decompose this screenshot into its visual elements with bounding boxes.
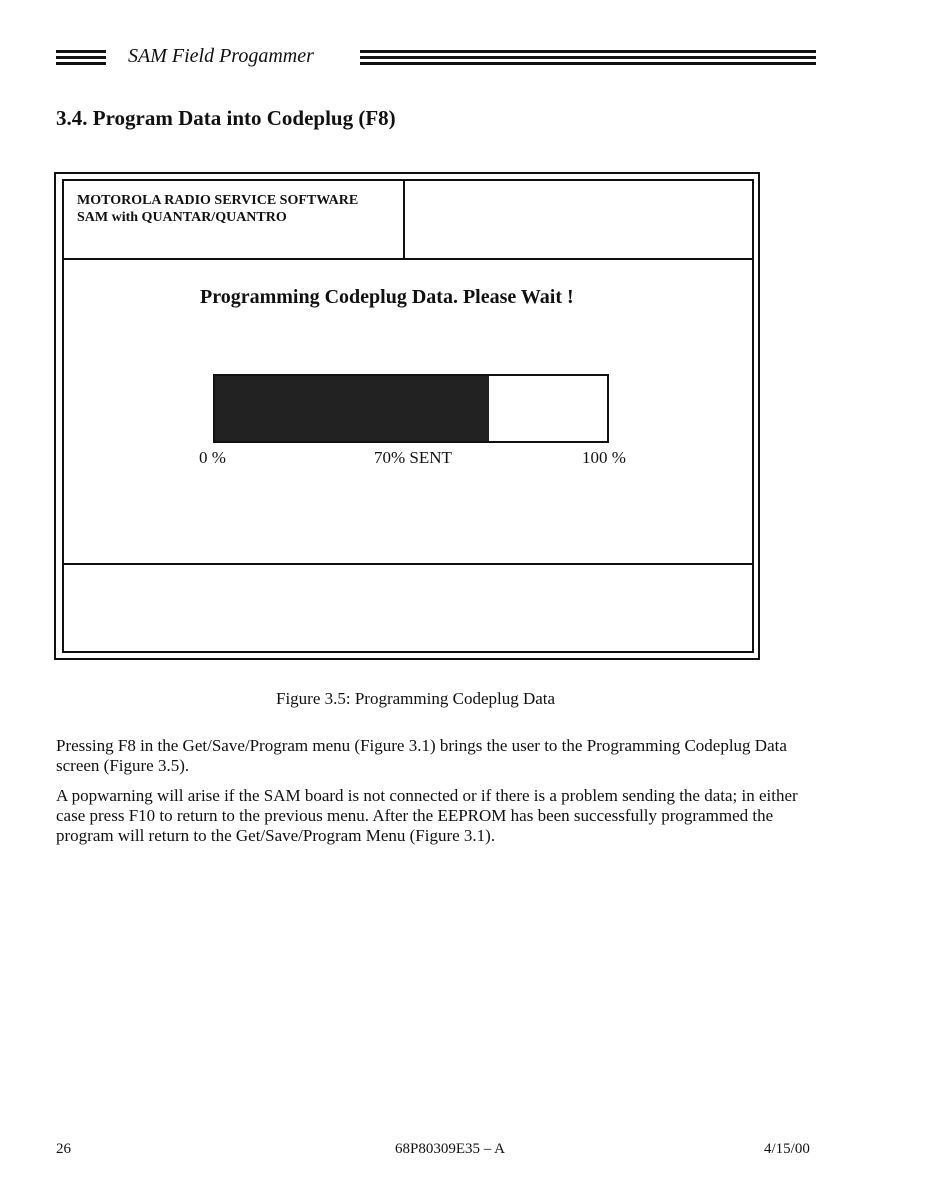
app-title-line1: MOTOROLA RADIO SERVICE SOFTWARE (77, 193, 359, 208)
programming-message: Programming Codeplug Data. Please Wait ! (200, 286, 574, 308)
progress-label-sent: 70% SENT (374, 448, 452, 467)
status-divider (64, 563, 752, 565)
app-title-line2: SAM with QUANTAR/QUANTRO (77, 210, 287, 225)
progress-bar (213, 374, 609, 443)
header-rule-right (360, 50, 816, 68)
section-heading: 3.4. Program Data into Codeplug (F8) (56, 106, 396, 130)
document-date: 4/15/00 (764, 1141, 810, 1157)
progress-label-start: 0 % (199, 448, 226, 467)
header-divider-vertical (403, 181, 405, 259)
progress-bar-fill (215, 376, 489, 441)
header-divider (64, 258, 752, 260)
running-title: SAM Field Progammer (128, 45, 314, 67)
body-paragraph-2: A popwarning will arise if the SAM board is not connected or if there is a problem sending the data; in either case press F10 to return to the previous menu. After the EEPROM has been successfully programmed the program will return to the Get/Save/Program Menu (Figure 3.1). (56, 786, 798, 845)
body-paragraph-1: Pressing F8 in the Get/Save/Program menu (Figure 3.1) brings the user to the Programming Codeplug Data screen (Figure 3.5). (56, 736, 787, 775)
page-number: 26 (56, 1141, 71, 1157)
header-rule-left (56, 50, 106, 68)
document-id: 68P80309E35 – A (395, 1141, 506, 1157)
figure-caption: Figure 3.5: Programming Codeplug Data (276, 689, 556, 708)
progress-label-end: 100 % (582, 448, 626, 467)
